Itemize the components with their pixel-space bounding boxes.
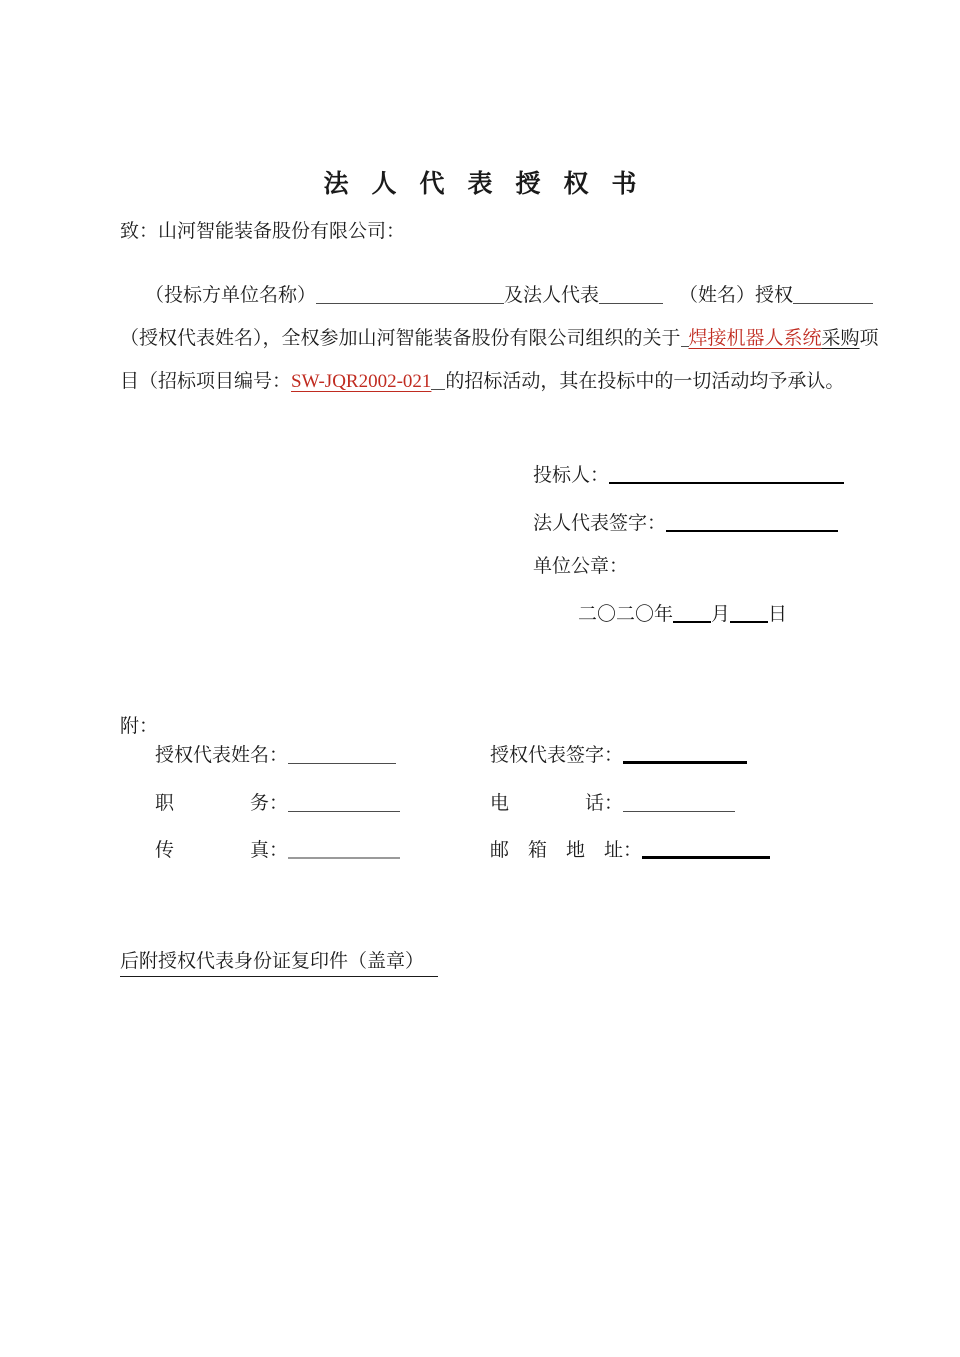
name-authorize-label: （姓名）授权 — [679, 285, 794, 306]
legal-rep-label: 及法人代表 — [504, 285, 600, 306]
date-year-label: 二〇二〇年 — [578, 604, 674, 625]
fax-field — [155, 835, 400, 862]
attachment-row-3 — [0, 835, 960, 863]
rep-name-blank — [288, 763, 396, 764]
date-month-label: 月 — [711, 604, 731, 625]
line3-lead-text: 目（招标项目编号： — [120, 371, 292, 392]
email-field — [490, 835, 770, 862]
footer-note-row — [120, 946, 438, 977]
unit-name-label: （投标方单位名称） — [145, 285, 317, 306]
paragraph-line-1 — [145, 280, 873, 307]
date-day-blank — [730, 621, 768, 623]
date-month-blank — [673, 621, 711, 623]
project-code-red-text: SW-JQR2002-021 — [291, 371, 432, 392]
line2-tail-text: 项 — [859, 328, 879, 349]
rep-name-field — [155, 740, 396, 767]
fax-label: 传 真： — [155, 840, 289, 861]
rep-sign-field — [490, 740, 747, 767]
position-field — [155, 788, 400, 815]
project-name-red-text: 焊接机器人系统 — [688, 328, 822, 349]
purchase-underlined-text: 采购 — [821, 328, 860, 349]
rep-sign-label: 授权代表签字： — [490, 745, 624, 766]
bidder-label: 投标人： — [533, 465, 610, 486]
email-label: 邮 箱 地 址： — [490, 840, 643, 861]
footer-note-text: 后附授权代表身份证复印件（盖章） — [120, 946, 438, 977]
rep-name-label: 授权代表姓名： — [155, 745, 289, 766]
phone-blank — [623, 811, 735, 812]
date-row — [578, 599, 787, 626]
line3-tail-text: 的招标活动，其在投标中的一切活动均予承认。 — [445, 371, 845, 392]
company-seal-row — [533, 551, 628, 578]
paragraph-line-2 — [120, 323, 879, 350]
authorized-name-blank — [793, 303, 873, 304]
unit-name-blank — [316, 303, 504, 304]
rep-sign-blank — [623, 761, 747, 764]
legal-rep-sign-row — [533, 508, 838, 535]
legal-rep-name-blank — [599, 303, 663, 304]
email-blank — [642, 856, 770, 859]
post-code-underline — [431, 389, 445, 390]
legal-rep-sign-label: 法人代表签字： — [533, 513, 667, 534]
paragraph-line-3 — [120, 366, 844, 393]
legal-rep-sign-blank — [666, 530, 838, 532]
attachment-row-1 — [0, 740, 960, 768]
fax-blank — [288, 857, 400, 859]
bidder-row — [533, 460, 844, 487]
phone-field — [490, 788, 735, 815]
phone-label: 电 话： — [490, 793, 624, 814]
page-title: 法人代表授权书 — [323, 171, 660, 198]
pre-project-underline — [681, 346, 689, 347]
position-blank — [288, 811, 400, 812]
position-label: 职 务： — [155, 793, 289, 814]
date-day-label: 日 — [768, 604, 788, 625]
bidder-blank — [609, 482, 844, 484]
attachment-row-2 — [0, 788, 960, 816]
attachment-heading: 附： — [120, 716, 159, 737]
company-seal-label: 单位公章： — [533, 556, 629, 577]
salutation-line: 致：山河智能装备股份有限公司： — [120, 221, 406, 242]
line2-lead-text: （授权代表姓名），全权参加山河智能装备股份有限公司组织的关于 — [120, 328, 681, 349]
